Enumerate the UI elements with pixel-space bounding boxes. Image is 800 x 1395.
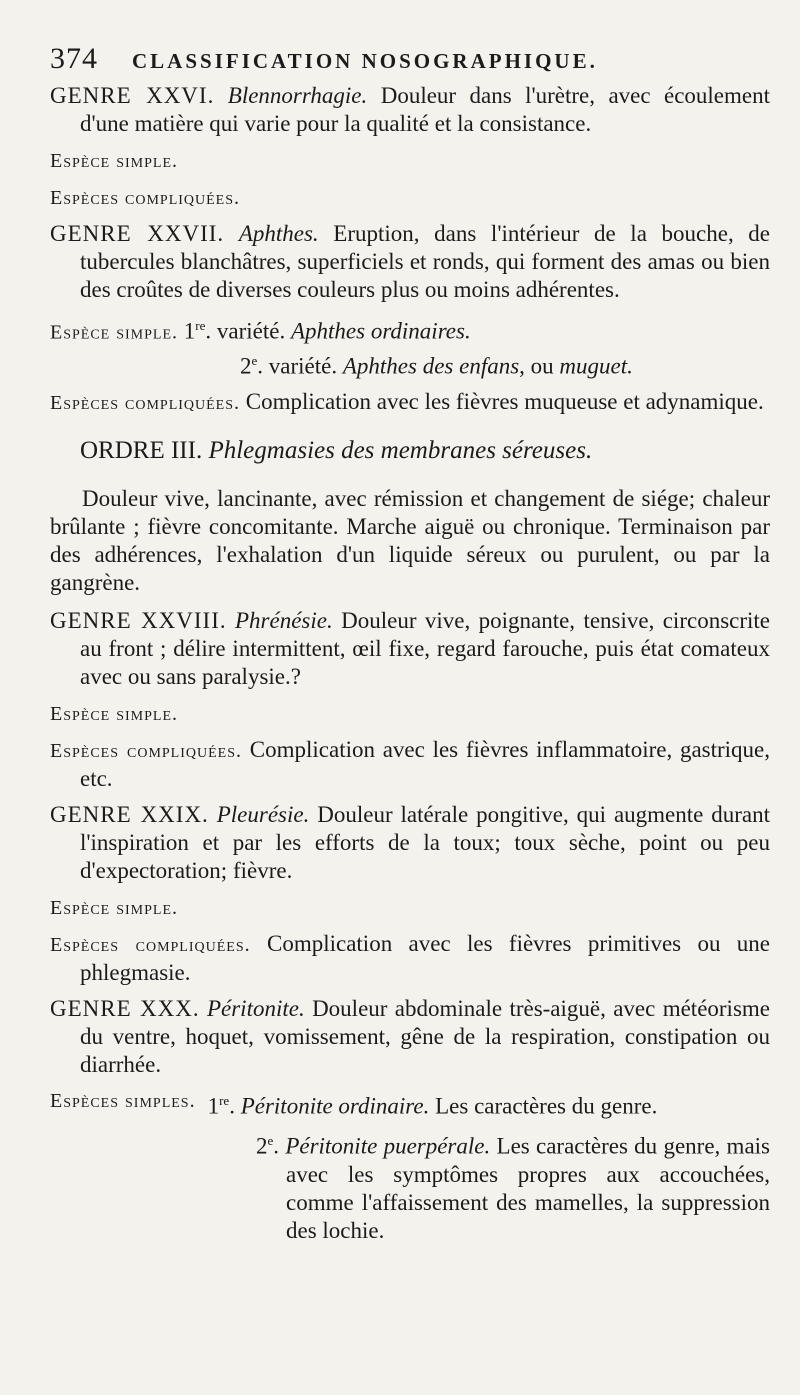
genre-28-title: Phrénésie. bbox=[235, 608, 333, 634]
genre-30-description: Douleur abdominale très-aiguë, avec météorisme du ventre, hoquet, vomissement, gêne de la respiration, constipation ou diarrhée. bbox=[80, 996, 771, 1078]
genre-30-entry bbox=[50, 995, 770, 1079]
genre-27-variety-2: 2e. variété. Aphthes des enfans, ou muguet. bbox=[240, 352, 633, 379]
genre-29-entry bbox=[50, 801, 770, 885]
running-title: CLASSIFICATION NOSOGRAPHIQUE. bbox=[132, 49, 598, 73]
genre-28-name: GENRE XXVIII. bbox=[50, 608, 227, 634]
genre-26-entry bbox=[50, 82, 770, 138]
genre-29-simple-species: Espèce simple. bbox=[50, 897, 179, 920]
genre-29-name: GENRE XXIX. bbox=[50, 802, 209, 828]
genre-27-complicated-species: Espèces compliquées. Complication avec les fièvres muqueuse et adynamique. bbox=[50, 389, 764, 415]
genre-28-description: Douleur vive, poignante, tensive, circonscrite au front ; délire intermittent, œil fixe, regard farouche, puis état comateux avec ou sans paralysie.? bbox=[80, 608, 770, 690]
genre-26-name: GENRE XXVI. bbox=[50, 83, 215, 108]
genre-30-variety-1: 1re. Péritonite ordinaire. Les caractères du genre. bbox=[207, 1093, 658, 1119]
genre-29-complicated-species: Espèces compliquées. Complication avec les fièvres primitives ou une phlegmasie. bbox=[50, 931, 771, 986]
genre-29-title: Pleurésie. bbox=[216, 802, 310, 828]
genre-27-variety-1: Espèce simple. 1re. variété. Aphthes ordinaires. bbox=[50, 318, 471, 344]
ordre-3-description: Douleur vive, lancinante, avec rémission et changement de siége; chaleur brûlante ; fièvre concomitante. Marche aiguë ou chronique. Terminaison par des adhérences, l'exhalation d'un liquide séreux ou purulent, ou par la gangrène. bbox=[50, 486, 770, 596]
page-number: 374 bbox=[50, 42, 98, 75]
ordre-3-heading bbox=[80, 435, 770, 467]
genre-28-simple-species: Espèce simple. bbox=[50, 703, 179, 726]
genre-26-description: Douleur dans l'urètre, avec écoulement d'une matière qui varie pour la qualité et la consistance. bbox=[80, 83, 771, 136]
running-head bbox=[50, 42, 770, 76]
genre-29-description: Douleur latérale pongitive, qui augmente durant l'inspiration et par les efforts de la toux; toux sèche, point ou peu d'expectoration; fièvre. bbox=[80, 802, 771, 884]
ordre-3-name: ORDRE III. bbox=[80, 437, 203, 465]
genre-30-name: GENRE XXX. bbox=[50, 996, 200, 1022]
genre-27-name: GENRE XXVII. bbox=[50, 221, 225, 246]
genre-30-simple-species: Espèces simples. 1re. Péritonite ordinaire. Les caractères du genre. bbox=[50, 1087, 770, 1121]
ordre-3-title: Phlegmasies des membranes séreuses. bbox=[208, 437, 593, 465]
genre-26-simple-species: Espèce simple. bbox=[50, 150, 179, 172]
genre-27-description: Eruption, dans l'intérieur de la bouche, de tubercules blanchâtres, superficiels et ronds, qui forment des amas ou bien des croûtes de diverses couleurs plus ou moins adhérentes. bbox=[80, 221, 771, 302]
genre-30-title: Péritonite. bbox=[206, 996, 305, 1022]
genre-26-complicated-species: Espèces compliquées. bbox=[50, 187, 241, 209]
genre-26-title: Blennorrhagie. bbox=[227, 83, 368, 108]
genre-28-complicated-species: Espèces compliquées. Complication avec les fièvres inflammatoire, gastrique, etc. bbox=[50, 737, 770, 792]
genre-27-entry bbox=[50, 220, 770, 304]
genre-27-title: Aphthes. bbox=[238, 221, 319, 246]
genre-30-variety-2: 2e. Péritonite puerpérale. Les caractères du genre, mais avec les symptômes propres aux accouchées, comme l'affaissement des mamelles, la suppression des lochie. bbox=[256, 1132, 770, 1243]
genre-28-entry bbox=[50, 607, 770, 691]
